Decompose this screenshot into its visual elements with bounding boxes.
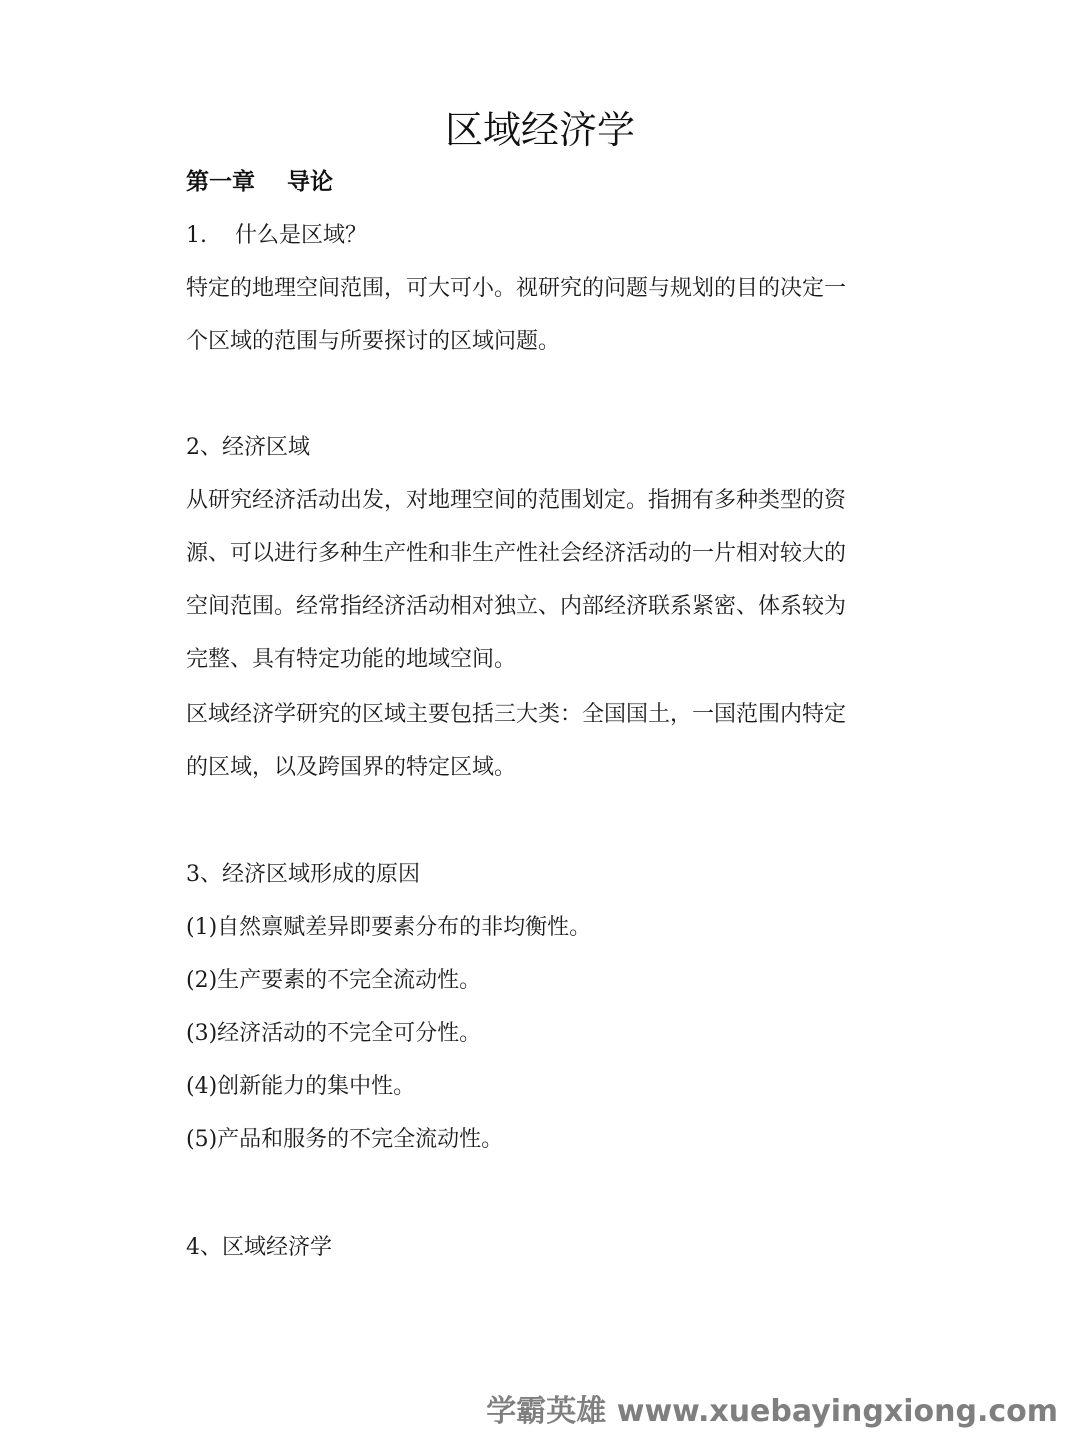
section-3-heading: 3、经济区域形成的原因 (186, 862, 420, 887)
chapter-heading: 第一章 导论 (186, 169, 334, 195)
section-2-paragraph-line: 空间范围。经常指经济活动相对独立、内部经济联系紧密、体系较为 (186, 594, 847, 619)
section-2-paragraph-line: 完整、具有特定功能的地域空间。 (186, 647, 517, 672)
section-3-list-item: (5)产品和服务的不完全流动性。 (186, 1127, 504, 1152)
section-2-heading: 2、经济区域 (186, 435, 310, 460)
section-4-heading: 4、区域经济学 (186, 1235, 332, 1260)
section-1-paragraph-line: 特定的地理空间范围，可大可小。视研究的问题与规划的目的决定一 (186, 276, 847, 301)
section-2-paragraph-line: 从研究经济活动出发，对地理空间的范围划定。指拥有多种类型的资 (186, 488, 847, 513)
section-2-paragraph-line: 源、可以进行多种生产性和非生产性社会经济活动的一片相对较大的 (186, 541, 847, 566)
section-3-list-item: (4)创新能力的集中性。 (186, 1074, 416, 1099)
section-2-paragraph-line: 的区域，以及跨国界的特定区域。 (186, 755, 517, 780)
section-3-list-item: (3)经济活动的不完全可分性。 (186, 1021, 482, 1046)
section-3-list-item: (2)生产要素的不完全流动性。 (186, 968, 482, 993)
site-watermark: 学霸英雄 www.xuebayingxiong.com (486, 1394, 1058, 1429)
section-1-paragraph-line: 个区域的范围与所要探讨的区域问题。 (186, 329, 561, 354)
section-3-list-item: (1)自然禀赋差异即要素分布的非均衡性。 (186, 915, 592, 940)
section-1-heading: 1. 什么是区域？ (186, 223, 367, 248)
section-2-paragraph-line: 区域经济学研究的区域主要包括三大类：全国国土，一国范围内特定 (186, 702, 847, 727)
document-title: 区域经济学 (444, 108, 635, 152)
